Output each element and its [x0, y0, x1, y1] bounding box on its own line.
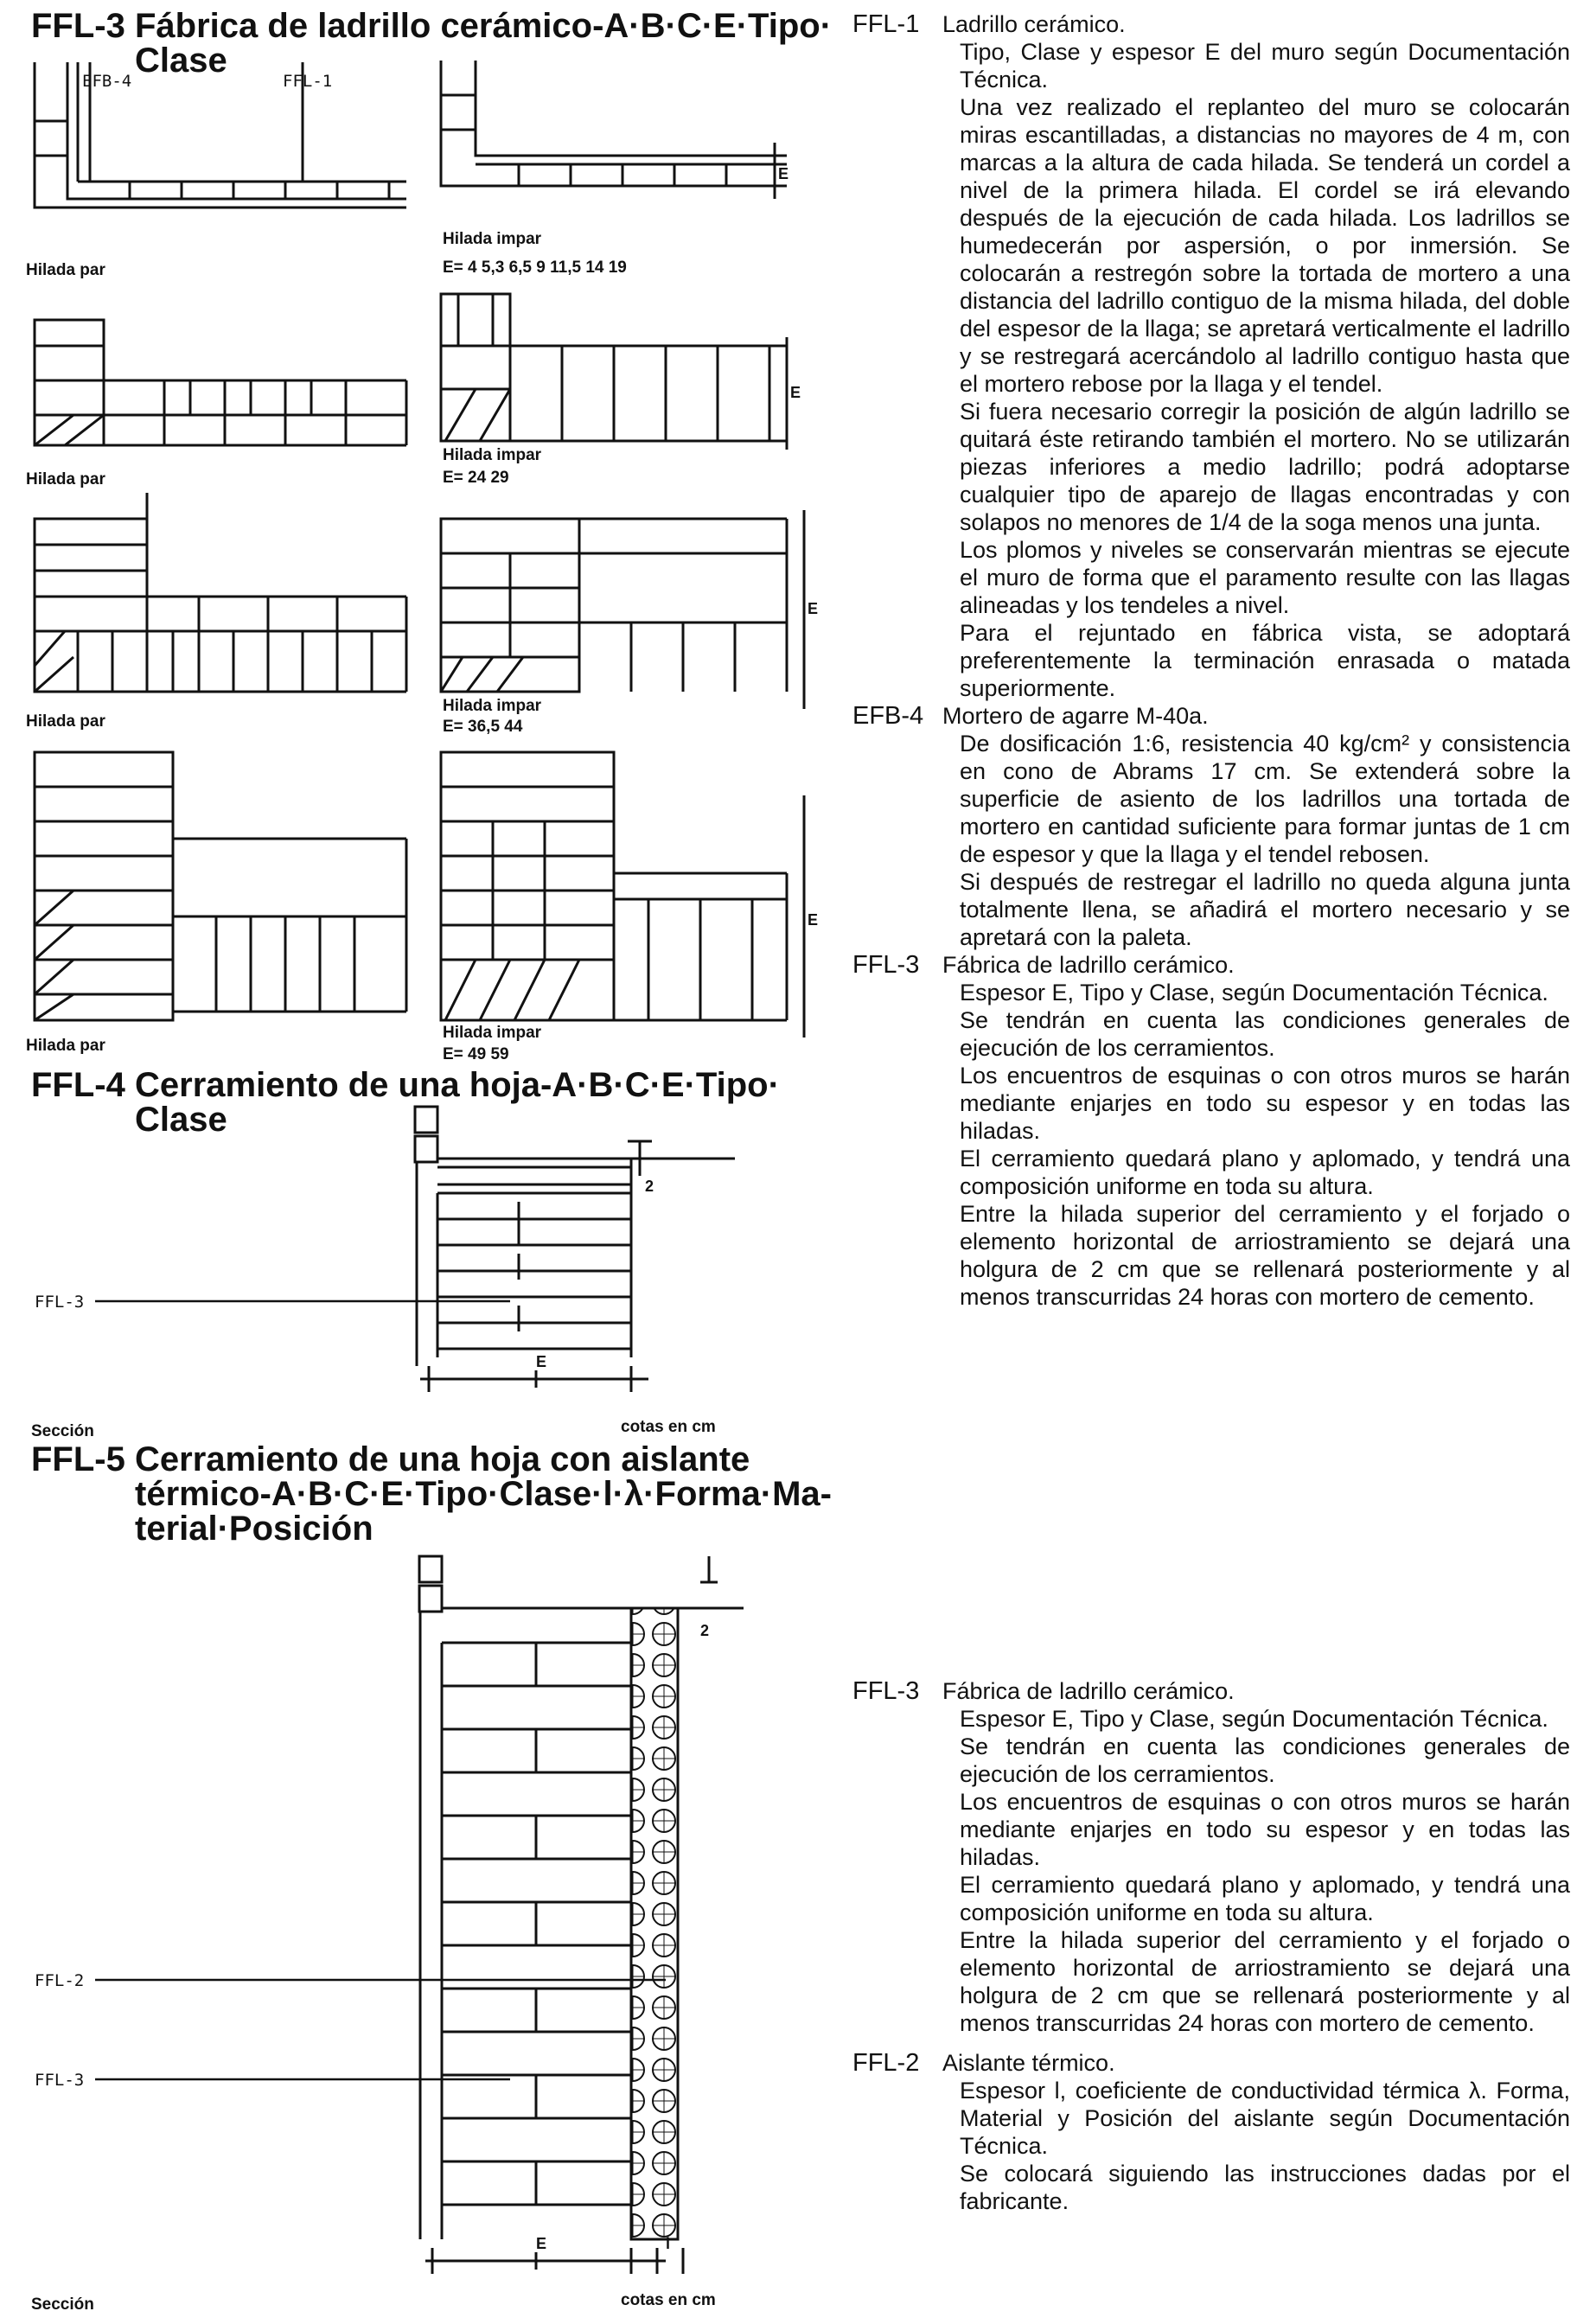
ffl5-leader-ffl2: FFL-2: [35, 1971, 85, 1990]
spec-ffl3-b-para: Espesor E, Tipo y Clase, según Documentación Técnica.: [960, 1706, 1548, 1732]
spec-ffl1-para: Una vez realizado el replanteo del muro se colocarán miras escantilladas, a distancias no mayores de 4 m, con marcas a la altura de cada hilada. Se tenderá un cordel a nivel de la primera hilada. El cordel se irá elevando después de la ejecución de cada hilada. Los ladrillos se humedecerán por aspersión, o por inmersión. Se colocarán a restregón sobre la tortada de mortero a una distancia del ladrillo contiguo de la misma hilada, del doble del espesor de la llaga; se apretará verticalmente el ladrillo y se restregará acercándolo al ladrillo contiguo hasta que el mortero rebose por la llaga y el tendel.: [960, 94, 1570, 397]
spec-ffl2-para: Espesor l, coeficiente de conductividad térmica λ. Forma, Material y Posición del aislante según Documentación Técnica.: [960, 2078, 1570, 2159]
ffl3-row4-e: E: [808, 911, 819, 929]
spec-ffl3-b-head: Fábrica de ladrillo cerámico.: [942, 1678, 1235, 1704]
spec-ffl3-para: Entre la hilada superior del cerramiento y el forjado o elemento horizontal de arriostramiento se dejará una holgura de 2 cm que se rellenará posteriormente y al menos transcurridas 24 horas con mortero de cemento.: [960, 1201, 1570, 1310]
ffl4-units-label: cotas en cm: [621, 1418, 716, 1436]
ffl3-row3-e: E: [808, 600, 819, 617]
spec-efb4-para: De dosificación 1:6, resistencia 40 kg/cm² y consistencia en cono de Abrams 17 cm. Se extenderá sobre la superficie de asiento de los ladrillos una tortada de mortero en cantidad suficiente para formar juntas de 1 cm de espesor y que la llaga y el tendel rebosen.: [960, 731, 1570, 867]
spec-ffl3-b-para: Entre la hilada superior del cerramiento y el forjado o elemento horizontal de arriostramiento se dejará una holgura de 2 cm que se rellenará posteriormente y al menos transcurridas 24 horas con mortero de cemento.: [960, 1927, 1570, 2036]
spec-ffl2-head: Aislante térmico.: [942, 2050, 1115, 2076]
ffl5-figure: [26, 1556, 839, 2300]
ffl3-row4-figure: [26, 744, 839, 1063]
ffl3-row1-impar: Hilada impar: [443, 230, 542, 248]
ffl3-title-line1: Fábrica de ladrillo cerámico-A·B·C·E·Tipo·: [135, 7, 833, 45]
ffl3-row1-par: Hilada par: [26, 261, 105, 279]
spec-efb4-head: Mortero de agarre M-40a.: [942, 703, 1209, 729]
spec-ffl3-para: Los encuentros de esquinas o con otros muros se harán mediante enjarjes en todo su espesor y en todas las hiladas.: [960, 1063, 1570, 1144]
spec-ffl3-b-para: Los encuentros de esquinas o con otros muros se harán mediante enjarjes en todo su espesor y en todas las hiladas.: [960, 1789, 1570, 1870]
ffl3-row1-evalues: E= 4 5,3 6,5 9 11,5 14 19: [443, 259, 627, 277]
ffl3-row2-e: E: [790, 384, 801, 401]
spec-efb4-code: EFB-4: [852, 702, 924, 730]
ffl4-code: FFL-4: [31, 1066, 125, 1104]
spec-ffl3-b-para: Se tendrán en cuenta las condiciones generales de ejecución de los cerramientos.: [960, 1733, 1570, 1787]
ffl3-row4-impar: Hilada impar: [443, 1024, 542, 1042]
ffl3-row2-evalues: E= 24 29: [443, 469, 509, 487]
ffl4-title-line2: Clase: [135, 1101, 227, 1139]
ffl4-section-label: Sección: [31, 1422, 94, 1440]
ffl3-row3-par: Hilada par: [26, 712, 105, 731]
ffl5-title-line3: terial·Posición: [135, 1510, 374, 1548]
spec-block-bottom: [852, 1677, 1570, 2215]
spec-ffl2: [852, 2049, 1570, 2215]
spec-ffl3-b-para: El cerramiento quedará plano y aplomado, y tendrá una composición uniforme en toda su altura.: [960, 1872, 1570, 1925]
ffl3-row2-impar: Hilada impar: [443, 446, 542, 464]
spec-ffl3-para: Espesor E, Tipo y Clase, según Documentación Técnica.: [960, 980, 1548, 1006]
ffl5-l-mark: l: [666, 2235, 671, 2252]
ffl3-row4-par: Hilada par: [26, 1037, 105, 1055]
ffl3-code: FFL-3: [31, 7, 125, 45]
ffl5-title-line2: térmico-A·B·C·E·Tipo·Clase·l·λ·Forma·Ma-: [135, 1475, 832, 1513]
spec-ffl3-para: Se tendrán en cuenta las condiciones generales de ejecución de los cerramientos.: [960, 1007, 1570, 1061]
spec-block-top: [852, 10, 1570, 1311]
spec-ffl3-b: [852, 1677, 1570, 2037]
spec-ffl1-para: Tipo, Clase y espesor E del muro según Documentación Técnica.: [960, 39, 1570, 93]
spec-efb4: [852, 702, 1570, 951]
ffl5-leader-ffl3: FFL-3: [35, 2071, 85, 2090]
ffl4-e-mark: E: [536, 1353, 547, 1370]
ffl3-tag-efb4: EFB-4: [82, 72, 132, 91]
spec-ffl1-para: Para el rejuntado en fábrica vista, se adoptará preferentemente la terminación enrasada o matada superiormente.: [960, 620, 1570, 701]
ffl3-tag-ffl1: FFL-1: [283, 72, 333, 91]
spec-ffl2-code: FFL-2: [852, 2049, 920, 2077]
spec-efb4-para: Si después de restregar el ladrillo no queda alguna junta totalmente llena, se añadirá el mortero necesario y se apretará con la paleta.: [960, 869, 1570, 950]
ffl3-row3-figure: [26, 493, 839, 735]
ffl3-title-line2: Clase: [135, 42, 227, 80]
ffl5-dim-2: 2: [700, 1622, 710, 1639]
ffl5-e-mark: E: [536, 2235, 547, 2252]
ffl4-dim-2: 2: [645, 1178, 654, 1195]
ffl4-title-line1: Cerramiento de una hoja-A·B·C·E·Tipo·: [135, 1066, 780, 1104]
spec-ffl3: [852, 951, 1570, 1311]
spec-ffl1-para: Si fuera necesario corregir la posición de algún ladrillo se quitará éste retirando también el mortero. No se utilizarán piezas inferiores a medio ladrillo; podrá adoptarse cualquier tipo de aparejo de llagas encontradas y con solapos no menores de 1/4 de la soga menos una junta.: [960, 399, 1570, 535]
spec-ffl3-code: FFL-3: [852, 951, 920, 979]
ffl4-figure: [26, 1107, 839, 1418]
ffl3-row1-e: E: [778, 165, 789, 182]
spec-ffl1-para: Los plomos y niveles se conservarán mientras se ejecute el muro de forma que el paramento resulte con las llagas alineadas y los tendeles a nivel.: [960, 537, 1570, 618]
spec-ffl2-para: Se colocará siguiendo las instrucciones dadas por el fabricante.: [960, 2161, 1570, 2214]
spec-ffl1: [852, 10, 1570, 702]
ffl4-leader-ffl3: FFL-3: [35, 1293, 85, 1312]
ffl3-row2-par: Hilada par: [26, 470, 105, 488]
ffl3-row3-impar: Hilada impar: [443, 697, 542, 715]
spec-ffl3-para: El cerramiento quedará plano y aplomado, y tendrá una composición uniforme en toda su altura.: [960, 1146, 1570, 1199]
ffl5-title-line1: Cerramiento de una hoja con aislante: [135, 1440, 750, 1478]
spec-ffl1-code: FFL-1: [852, 10, 920, 38]
ffl3-row4-evalues: E= 49 59: [443, 1045, 509, 1063]
spec-ffl3-head: Fábrica de ladrillo cerámico.: [942, 952, 1235, 978]
ffl5-title: [31, 1442, 832, 1546]
ffl5-section-label: Sección: [31, 2295, 94, 2314]
spec-ffl3-b-code: FFL-3: [852, 1677, 920, 1705]
ffl3-row3-evalues: E= 36,5 44: [443, 718, 523, 736]
ffl5-code: FFL-5: [31, 1440, 125, 1478]
ffl5-units-label: cotas en cm: [621, 2291, 716, 2309]
ffl3-row1-figure: [26, 61, 839, 285]
ffl3-row2-figure: [26, 294, 839, 493]
spec-ffl1-head: Ladrillo cerámico.: [942, 11, 1126, 37]
